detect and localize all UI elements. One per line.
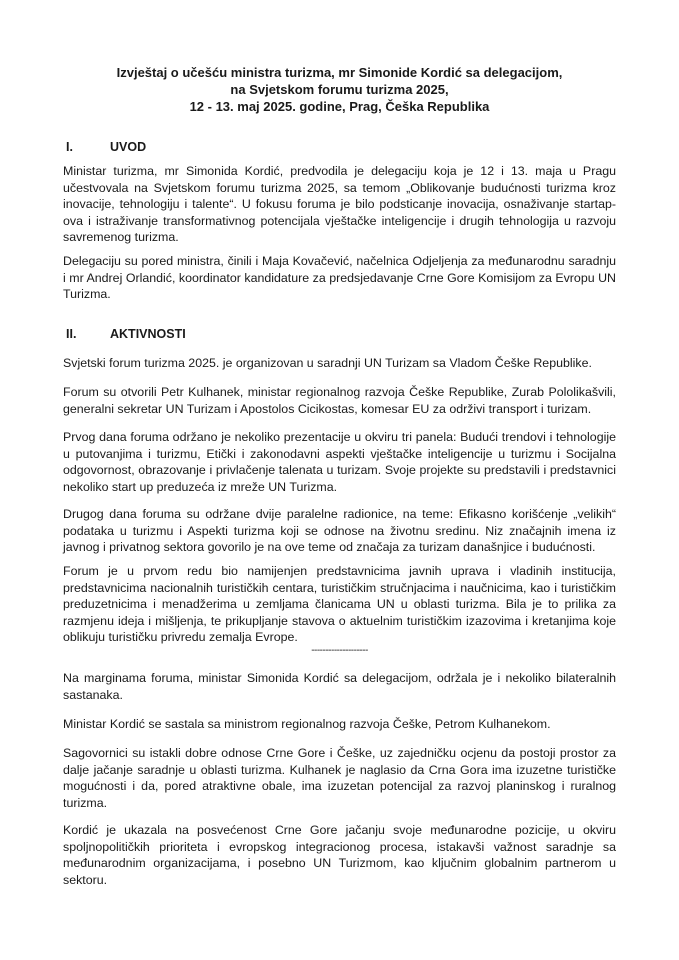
paragraph: Ministar Kordić se sastala sa ministrom regionalnog razvoja Češke, Petrom Kulhanekom. xyxy=(63,717,551,731)
paragraph: Delegaciju su pored ministra, činili i Maja Kovačević, načelnica Odjeljenja za međunarodnu saradnju i mr Andrej Orlandić, koordinator kandidature za predsjedavanje Crne Gore Komisijom za Evropu UN Turizma. xyxy=(63,254,616,301)
title-line: na Svjetskom forumu turizma 2025, xyxy=(230,82,449,97)
paragraph: Forum je u prvom redu bio namijenjen predstavnicima javnih uprava i vladinih institucija, predstavnicima nacionalnih turističkih centara, turističkim stručnjacima i naučnicima, kao i turističkim preduzetnicima i menadžerima u zemljama članicama UN u oblasti turizma. Bila je to prilika za razmjenu ideja i mišljenja, te prikupljanje stavova o aktuelnim turističkim izazovima i kretanjima koje oblikuju turističku privredu zemalja Evrope. xyxy=(63,564,616,644)
paragraph: Forum su otvorili Petr Kulhanek, ministar regionalnog razvoja Češke Republike, Zurab Pololikašvili, generalni sekretar UN Turizam i Apostolos Cicikostas, komesar EU za održivi transport i turizam. xyxy=(63,385,616,416)
title-line: Izvještaj o učešću ministra turizma, mr Simonide Kordić sa delegacijom, xyxy=(116,65,563,80)
paragraph: Kordić je ukazala na posvećenost Crne Gore jačanju svoje međunarodne pozicije, u okviru spoljnopolitičkih prioriteta i evropskog integracionog procesa, istakavši važnost saradnje sa međunarodnim organizacijama, i posebno UN Turizmom, kao ključnim globalnim partnerom u sektoru. xyxy=(63,823,616,887)
section-label: UVOD xyxy=(110,140,147,154)
paragraph: Ministar turizma, mr Simonida Kordić, predvodila je delegaciju koja je 12 i 13. maja u Pragu učestvovala na Svjetskom forumu turizma 2025, sa temom „Oblikovanje budućnosti turizma kroz inovacije, tehnologiju i talente“. U fokusu foruma je bilo podsticanje inovacija, osnaživanje startap-ova i istraživanje transformativnog potencijala vještačke inteligencije i drugih tehnologija u razvoju savremenog turizma. xyxy=(63,164,616,244)
paragraph: Na marginama foruma, ministar Simonida Kordić sa delegacijom, održala je i nekoliko bilateralnih sastanaka. xyxy=(63,671,616,702)
section-number: II. xyxy=(66,327,77,341)
paragraph: Prvog dana foruma održano je nekoliko prezentacije u okviru tri panela: Budući trendovi i tehnologije u putovanjima i turizmu, Etički i zakonodavni aspekti vještačke inteligencije u turizmu i Socijalna odgovornost, obrazovanje i privlačenje talenata u turizam. Svoje projekte su predstavili i predstavnici nekoliko start up preduzeća iz mreže UN Turizma. xyxy=(63,430,616,494)
paragraph: Drugog dana foruma su održane dvije paralelne radionice, na teme: Efikasno korišćenje „velikih“ podataka u turizmu i Aspekti turizma koji se odnose na životnu sredinu. Niz značajnih imena iz javnog i privatnog sektora govorilo je na ove teme od značaja za turizam današnjice i budućnosti. xyxy=(63,507,616,554)
title-line: 12 - 13. maj 2025. godine, Prag, Češka Republika xyxy=(189,99,490,114)
paragraph: Sagovornici su istakli dobre odnose Crne Gore i Češke, uz zajedničku ocjenu da postoji prostor za dalje jačanje saradnje u oblasti turizma. Kulhanek je naglasio da Crna Gora ima izuzetne turističke mogućnosti i da, pored atraktivne obale, ima izuzetan potencijal za razvoj planinskog i ruralnog turizma. xyxy=(63,746,616,810)
separator: -------------------- xyxy=(311,645,368,656)
section-number: I. xyxy=(66,140,73,154)
document-title xyxy=(63,64,616,115)
paragraph: Svjetski forum turizma 2025. je organizovan u saradnji UN Turizam sa Vladom Češke Republike. xyxy=(63,356,592,370)
section-label: AKTIVNOSTI xyxy=(110,327,186,341)
